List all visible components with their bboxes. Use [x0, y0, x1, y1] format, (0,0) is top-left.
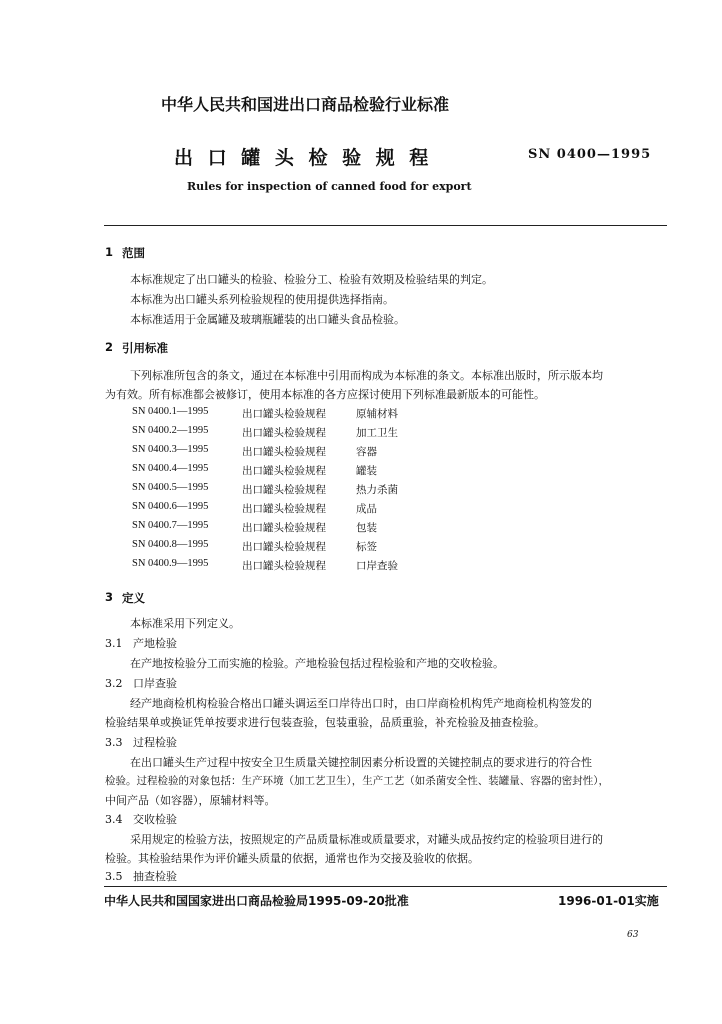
section-1-number: 1 [105, 245, 114, 259]
standard-part-cell: 成品 [356, 503, 377, 515]
definition-3-4-text: 检验。其检验结果作为评价罐头质量的依据，通常也作为交接及验收的依据。 [105, 852, 479, 865]
effective-date: 1996-01-01实施 [558, 894, 659, 908]
definition-3-3-text: 在出口罐头生产过程中按安全卫生质量关键控制因素分析设置的关键控制点的要求进行的符合性 [130, 756, 592, 769]
footer-rule [104, 886, 667, 887]
document-title: 出 口 罐 头 检 验 规 程 [174, 147, 433, 169]
standard-title-cell: 出口罐头检验规程 [242, 560, 326, 572]
definition-3-4-number: 3.4 [105, 813, 123, 826]
standard-code-cell: SN 0400.5—1995 [132, 482, 209, 493]
standard-title-cell: 出口罐头检验规程 [242, 408, 326, 420]
definition-3-1-text: 在产地按检验分工而实施的检验。产地检验包括过程检验和产地的交收检验。 [130, 657, 504, 670]
section-1-title: 范围 [122, 246, 145, 260]
standard-code-cell: SN 0400.7—1995 [132, 520, 209, 531]
section-3-number: 3 [105, 590, 114, 604]
section-3-title: 定义 [122, 591, 145, 605]
definition-3-4-title: 交收检验 [133, 813, 177, 826]
definition-3-5-title: 抽查检验 [133, 870, 177, 883]
standard-title-cell: 出口罐头检验规程 [242, 541, 326, 553]
standard-part-cell: 罐装 [356, 465, 377, 477]
section-1-line: 本标准适用于金属罐及玻璃瓶罐装的出口罐头食品检验。 [130, 313, 405, 326]
definition-3-3-title: 过程检验 [133, 736, 177, 749]
section-2-title: 引用标准 [122, 341, 168, 355]
section-1-line: 本标准规定了出口罐头的检验、检验分工、检验有效期及检验结果的判定。 [130, 273, 493, 286]
standard-code: SN 0400—1995 [528, 147, 652, 162]
standard-code-cell: SN 0400.8—1995 [132, 539, 209, 550]
standard-part-cell: 原辅材料 [356, 408, 398, 420]
page-number: 63 [627, 930, 639, 940]
definition-3-2-title: 口岸查验 [133, 677, 177, 690]
header-rule [104, 225, 667, 226]
standard-part-cell: 容器 [356, 446, 377, 458]
definition-3-1-title: 产地检验 [133, 637, 177, 650]
standard-part-cell: 包装 [356, 522, 377, 534]
section-2-number: 2 [105, 340, 114, 354]
definition-3-5-number: 3.5 [105, 870, 123, 883]
standard-title-cell: 出口罐头检验规程 [242, 522, 326, 534]
section-2-para-line: 下列标准所包含的条文，通过在本标准中引用而构成为本标准的条文。本标准出版时，所示版本均 [130, 369, 603, 382]
definition-3-2-text: 检验结果单或换证凭单按要求进行包装查验，包装重验，品质重验，补充检验及抽查检验。 [105, 716, 545, 729]
standard-code-cell: SN 0400.9—1995 [132, 558, 209, 569]
section-2-para-line: 为有效。所有标准都会被修订，使用本标准的各方应探讨使用下列标准最新版本的可能性。 [105, 388, 545, 401]
standard-title-cell: 出口罐头检验规程 [242, 503, 326, 515]
definition-3-2-number: 3.2 [105, 677, 123, 690]
standard-part-cell: 口岸查验 [356, 560, 398, 572]
definition-3-3-number: 3.3 [105, 736, 123, 749]
section-1-line: 本标准为出口罐头系列检验规程的使用提供选择指南。 [130, 293, 394, 306]
definition-3-3-text: 检验。过程检验的对象包括：生产环境（加工艺卫生），生产工艺（如杀菌安全性、装罐量、容器的密封性）， [105, 775, 609, 787]
issuing-body-title: 中华人民共和国进出口商品检验行业标准 [161, 95, 450, 114]
standard-part-cell: 加工卫生 [356, 427, 398, 439]
definition-3-1-number: 3.1 [105, 637, 123, 650]
standard-title-cell: 出口罐头检验规程 [242, 465, 326, 477]
definition-3-2-text: 经产地商检机构检验合格出口罐头调运至口岸待出口时，由口岸商检机构凭产地商检机构签发的 [130, 697, 592, 710]
standard-code-cell: SN 0400.2—1995 [132, 425, 209, 436]
standard-part-cell: 标签 [356, 541, 377, 553]
standard-code-cell: SN 0400.6—1995 [132, 501, 209, 512]
standard-code-cell: SN 0400.1—1995 [132, 406, 209, 417]
standard-part-cell: 热力杀菌 [356, 484, 398, 496]
standard-title-cell: 出口罐头检验规程 [242, 446, 326, 458]
definition-3-4-text: 采用规定的检验方法，按照规定的产品质量标准或质量要求，对罐头成品按约定的检验项目进行的 [130, 833, 603, 846]
standard-title-cell: 出口罐头检验规程 [242, 427, 326, 439]
standard-code-cell: SN 0400.4—1995 [132, 463, 209, 474]
section-3-intro: 本标准采用下列定义。 [130, 617, 240, 630]
standard-code-cell: SN 0400.3—1995 [132, 444, 209, 455]
approval-line: 中华人民共和国国家进出口商品检验局1995-09-20批准 [104, 894, 409, 908]
english-subtitle: Rules for inspection of canned food for export [187, 180, 472, 193]
definition-3-3-text: 中间产品（如容器），原辅材料等。 [105, 794, 276, 807]
standard-title-cell: 出口罐头检验规程 [242, 484, 326, 496]
